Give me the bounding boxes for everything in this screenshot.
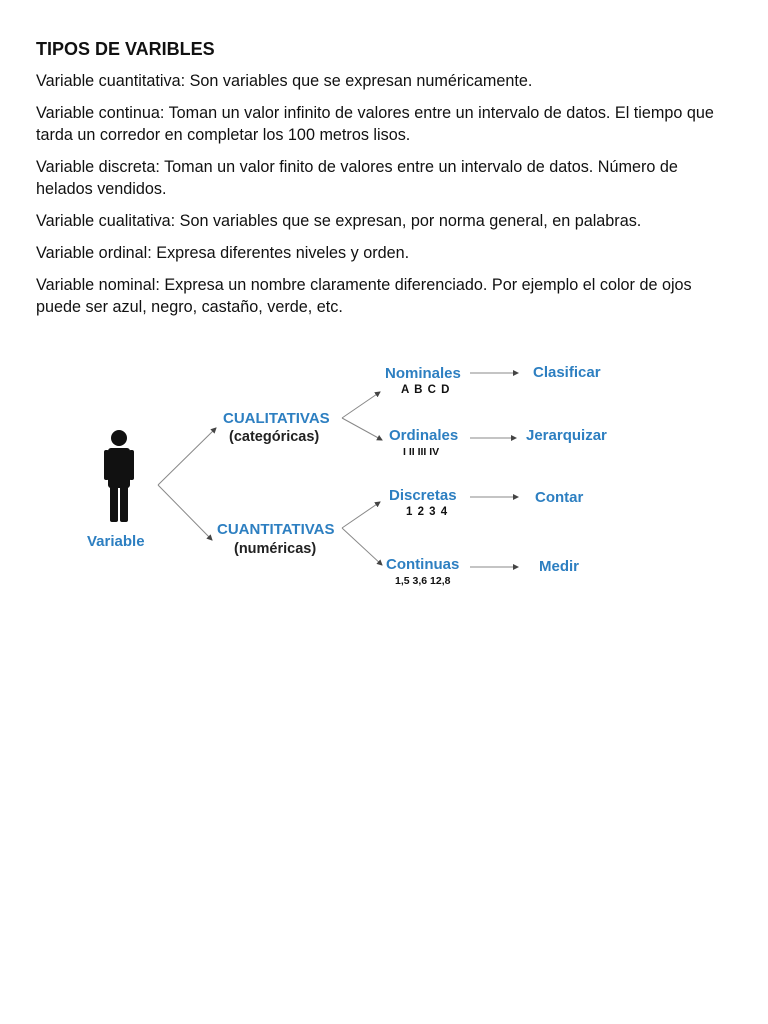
cuantitativas-title: CUANTITATIVAS: [217, 521, 335, 538]
variable-types-diagram: [60, 350, 640, 600]
leaf-name-continuas: Continuas: [386, 556, 460, 573]
connector-root-cualitativas: [158, 428, 216, 485]
leaf-example-discretas: 1 2 3 4: [406, 506, 449, 518]
cualitativas-title: CUALITATIVAS: [223, 410, 330, 427]
connector-cualitativas-nominales: [342, 392, 380, 418]
document-title: TIPOS DE VARIBLES: [36, 39, 215, 59]
connector-cuantitativas-continuas: [342, 528, 382, 565]
person-icon: [104, 430, 134, 522]
paragraph-continua: Variable continua: Toman un valor infinito de valores entre un intervalo de datos. El tiempo que tarda un corredor en completar los 100 metros lisos.: [36, 104, 714, 144]
paragraph-ordinal: Variable ordinal: Expresa diferentes niveles y orden.: [36, 244, 410, 262]
leaf-action-contar: Contar: [535, 489, 584, 506]
leaf-name-nominales: Nominales: [385, 365, 461, 382]
root-label: Variable: [87, 533, 145, 550]
leaf-action-medir: Medir: [539, 558, 580, 575]
connector-cuantitativas-discretas: [342, 502, 380, 528]
paragraph-cualitativa: Variable cualitativa: Son variables que se expresan, por norma general, en palabras.: [36, 212, 642, 230]
paragraph-cuantitativa: Variable cuantitativa: Son variables que se expresan numéricamente.: [36, 72, 533, 90]
paragraph-discreta: Variable discreta: Toman un valor finito de valores entre un intervalo de datos. Número de helados vendidos.: [36, 158, 678, 198]
leaf-action-jerarquizar: Jerarquizar: [526, 427, 607, 444]
leaf-name-ordinales: Ordinales: [389, 427, 459, 444]
leaf-example-continuas: 1,5 3,6 12,8: [395, 575, 451, 587]
cualitativas-subtitle: (categóricas): [229, 429, 320, 445]
leaf-action-clasificar: Clasificar: [533, 364, 601, 381]
leaf-name-discretas: Discretas: [389, 487, 457, 504]
leaf-example-ordinales: I II III IV: [403, 446, 440, 458]
connector-root-cuantitativas: [158, 485, 212, 540]
leaf-example-nominales: A B C D: [401, 384, 451, 396]
connector-cualitativas-ordinales: [342, 418, 382, 440]
document-page: [36, 38, 736, 328]
paragraph-nominal: Variable nominal: Expresa un nombre claramente diferenciado. Por ejemplo el color de ojos puede ser azul, negro, castaño, verde, etc.: [36, 276, 692, 316]
cuantitativas-subtitle: (numéricas): [234, 541, 317, 557]
